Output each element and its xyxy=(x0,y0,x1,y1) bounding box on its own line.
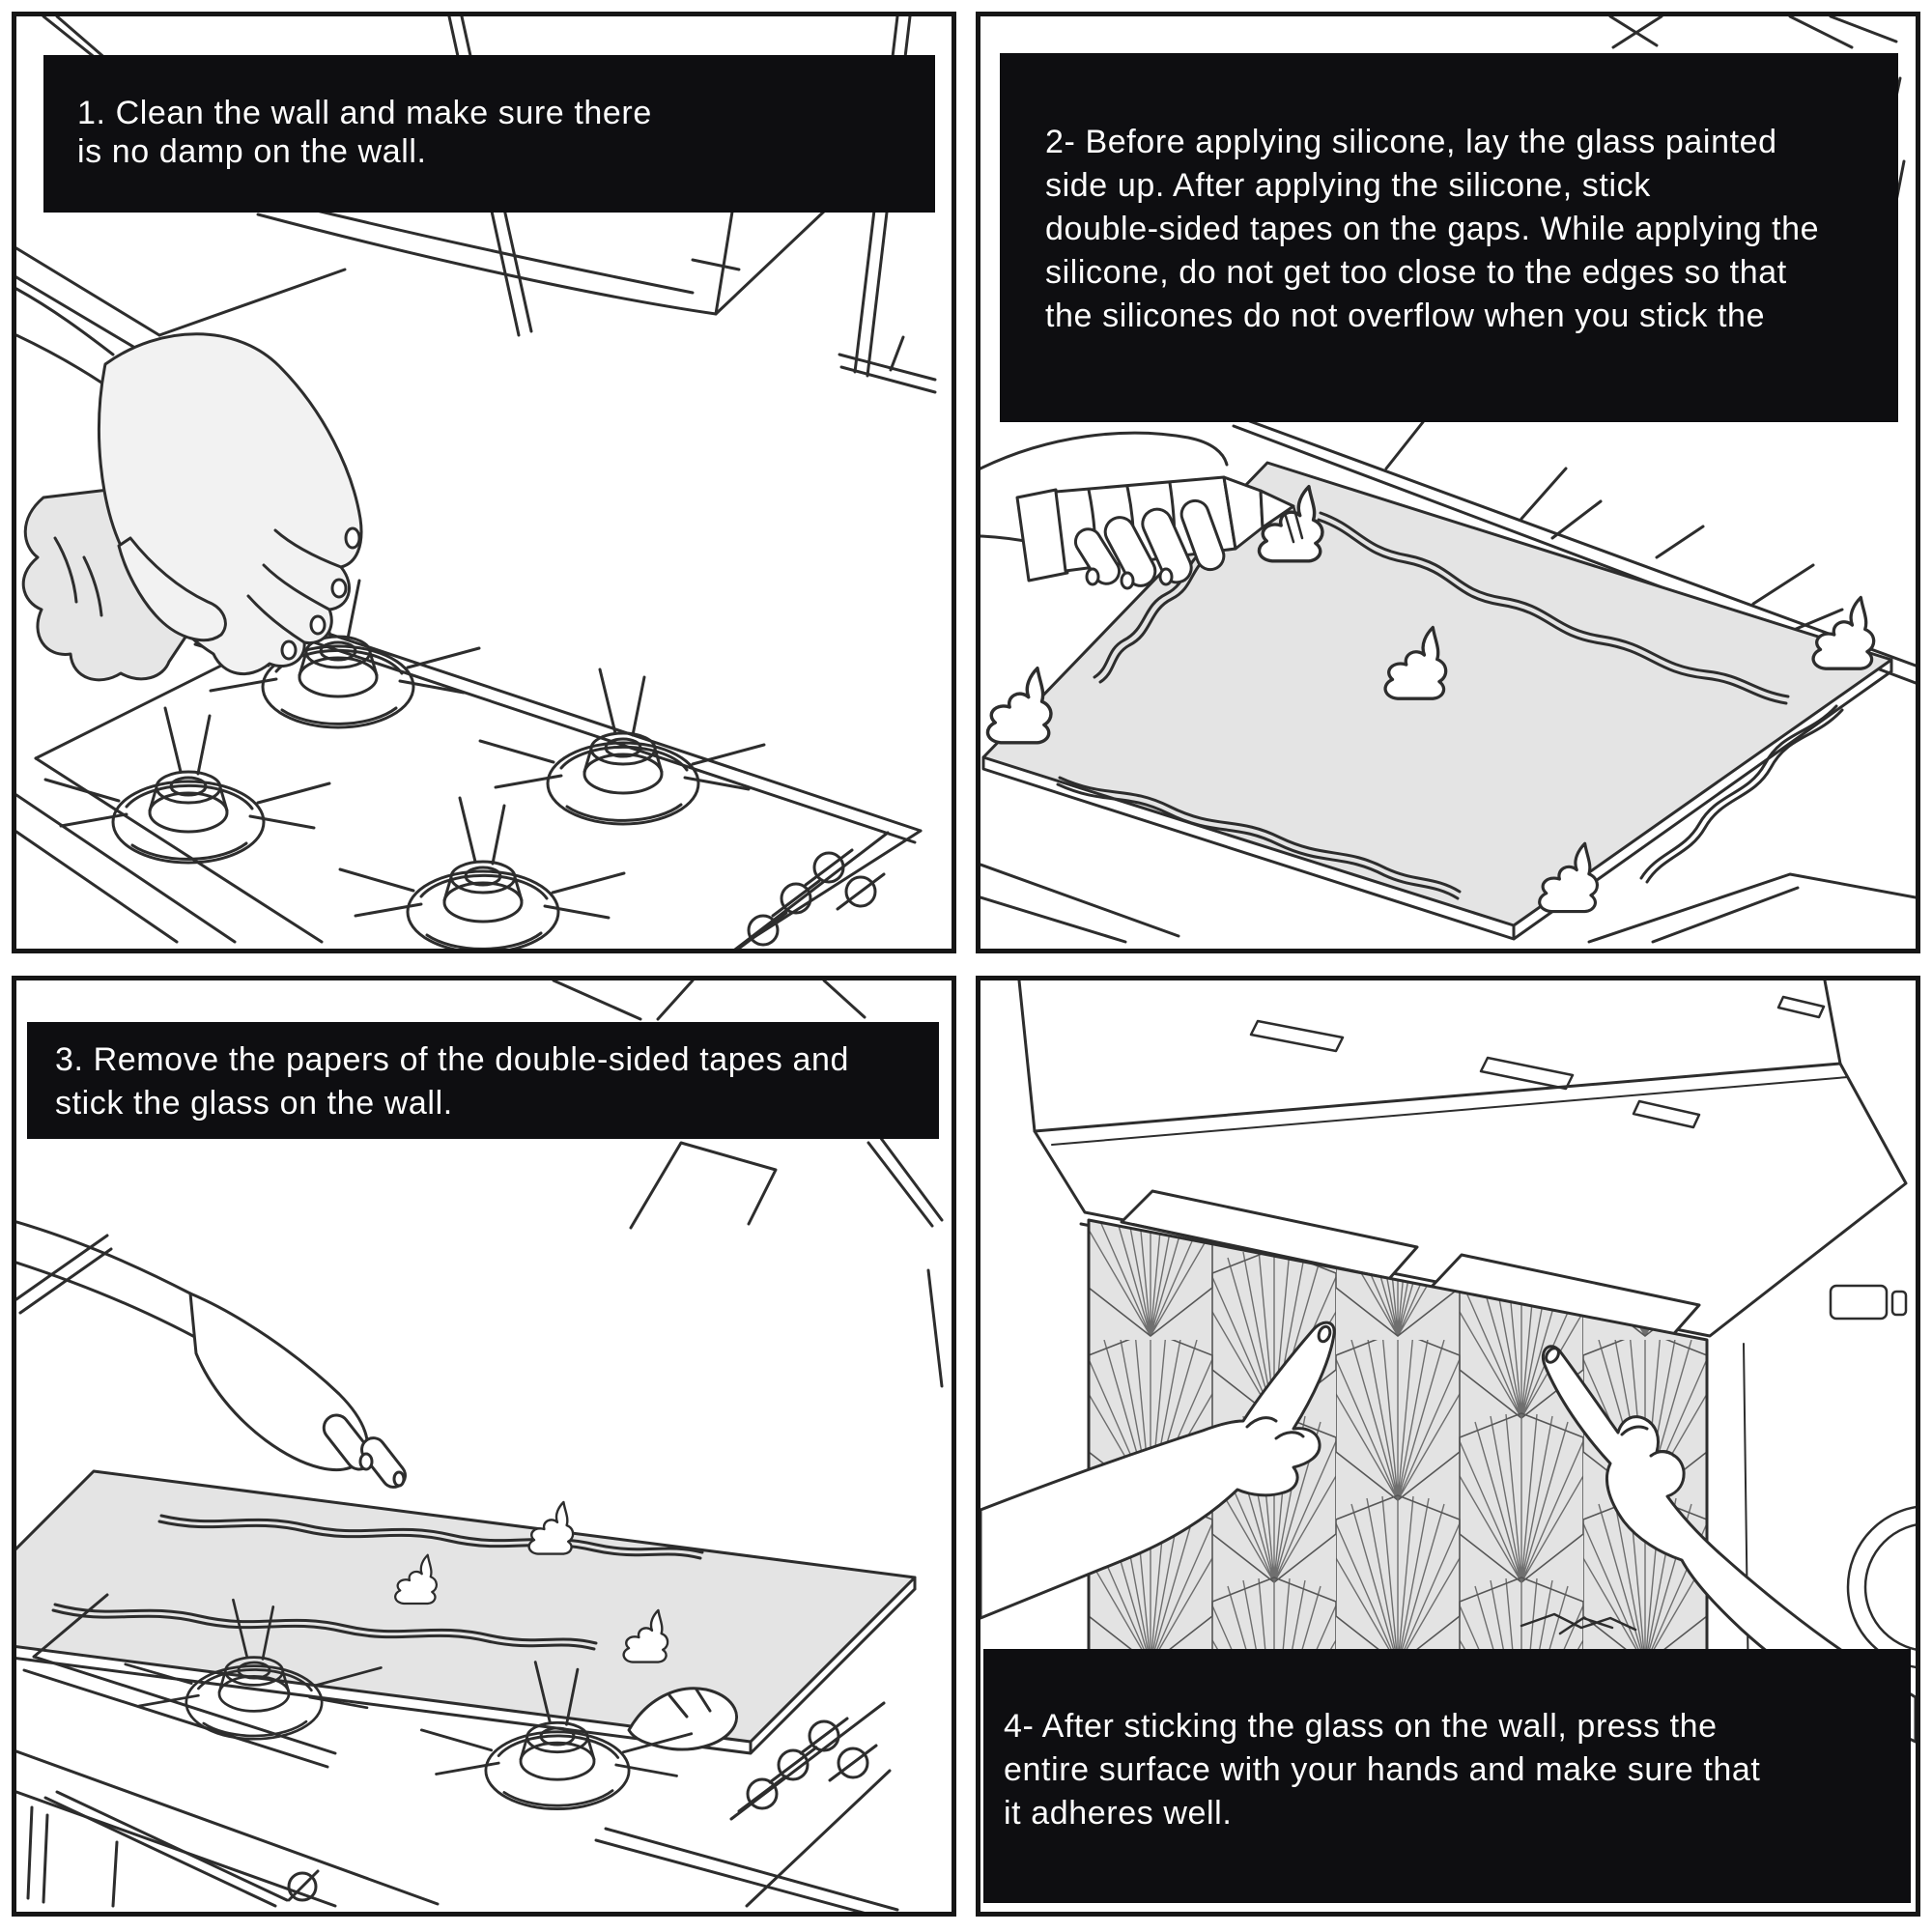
panel-step-3 xyxy=(12,976,956,1917)
caption-step-2 xyxy=(1000,53,1898,422)
caption-line: entire surface with your hands and make sure that xyxy=(1004,1751,1761,1788)
panel-step-4 xyxy=(976,976,1920,1917)
caption-line: silicone, do not get too close to the edges so that xyxy=(1045,254,1787,291)
caption-line: it adheres well. xyxy=(1004,1795,1233,1832)
caption-line: the silicones do not overflow when you stick the xyxy=(1045,298,1766,334)
caption-line: double-sided tapes on the gaps. While applying the xyxy=(1045,211,1820,247)
caption-step-4 xyxy=(983,1649,1911,1903)
caption-line: side up. After applying the silicone, stick xyxy=(1045,167,1651,204)
caption-line: stick the glass on the wall. xyxy=(55,1085,453,1122)
panel-step-1 xyxy=(12,12,956,953)
caption-line: 4- After sticking the glass on the wall, press the xyxy=(1004,1708,1718,1745)
panel-step-2 xyxy=(976,12,1920,953)
caption-line: 1. Clean the wall and make sure there xyxy=(77,95,652,131)
caption-line: 2- Before applying silicone, lay the glass painted xyxy=(1045,124,1777,160)
caption-line: is no damp on the wall. xyxy=(77,133,427,170)
caption-step-3 xyxy=(27,1022,939,1139)
caption-step-1 xyxy=(43,55,935,213)
caption-line: 3. Remove the papers of the double-sided tapes and xyxy=(55,1041,849,1078)
